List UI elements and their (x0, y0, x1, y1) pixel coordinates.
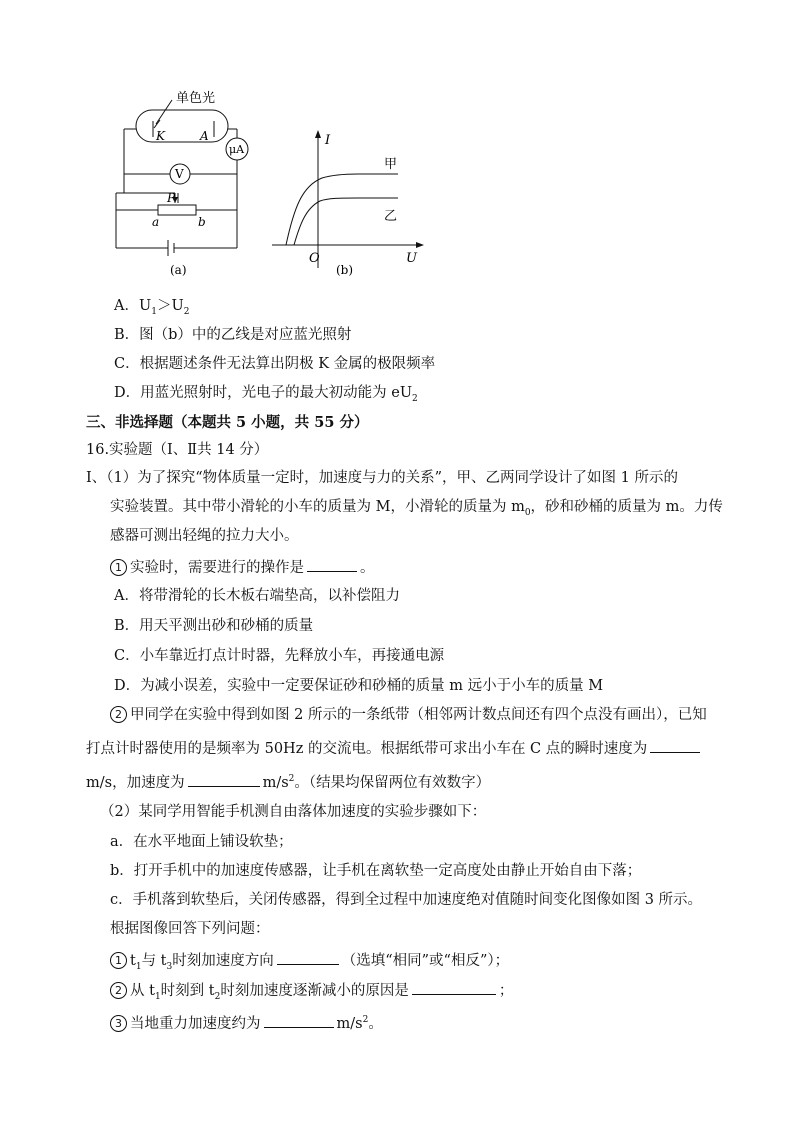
answer-blank[interactable] (264, 1013, 334, 1028)
circled-number: 2 (110, 706, 127, 723)
answer-intro: 根据图像回答下列问题： (110, 921, 270, 937)
q16-sub2-line3: m/s，加速度为 $m/s^2$。（结果均保留两位有效数字） (86, 770, 490, 792)
answer-blank[interactable] (188, 772, 260, 787)
figure-b-iu-graph (262, 128, 432, 280)
end-a-label: a (152, 215, 160, 229)
q16-sub1: 1 实验时，需要进行的操作是 。 (110, 557, 375, 577)
rheostat (158, 205, 196, 215)
q16-sub2-line1: 2 甲同学在实验中得到如图 2 所示的一条纸带（相邻两计数点间还有四个点没有画出），已知 (110, 706, 707, 724)
answer-blank[interactable] (277, 950, 339, 965)
section-heading: 三、非选择题（本题共 5 小题，共 55 分） (86, 414, 369, 431)
choice-a: A．$U_1>U_2$ (114, 298, 190, 317)
choice-b: B．图（b）中的乙线是对应蓝光照射 (114, 327, 352, 343)
microammeter-label: μA (229, 143, 245, 156)
step-c: c．手机落到软垫后，关闭传感器，得到全过程中加速度绝对值随时间变化图像如图 3 所示。 (110, 892, 703, 908)
choice-d: D．用蓝光照射时，光电子的最大初动能为 $eU_2$ (114, 385, 418, 404)
q16-p1-line2: 实验装置。其中带小滑轮的小车的质量为 M，小滑轮的质量为 $m_0$，砂和砂桶的质量为 m。力传 (110, 499, 723, 518)
curve-yi (294, 198, 398, 245)
slider-label: P (167, 191, 176, 205)
light-label: 单色光 (176, 91, 216, 106)
jia-label: 甲 (384, 157, 398, 172)
yi-label: 乙 (384, 209, 398, 224)
end-b-label: b (198, 215, 206, 229)
q16-part2-sub2: 2 从 $t_1$时刻到 $t_2$时刻加速度逐渐减小的原因是 ； (110, 980, 513, 1006)
q16-part2-sub3: 3 当地重力加速度约为 $m/s^2$。 (110, 1011, 383, 1033)
anode-label: A (200, 129, 209, 143)
q16-part2-title: （2）某同学用智能手机测自由落体加速度的实验步骤如下： (100, 804, 487, 820)
caption-a: (a) (170, 263, 187, 277)
caption-b: (b) (336, 263, 354, 277)
q16-sub2-line2: 打点计时器使用的是频率为 50Hz 的交流电。根据纸带可求出小车在 C 点的瞬时速度为 (86, 738, 703, 758)
circled-number: 2 (110, 982, 127, 999)
q16-p1-line3: 感器可测出轻绳的拉力大小。 (110, 528, 299, 544)
answer-blank[interactable] (307, 557, 357, 572)
curve-jia (286, 174, 398, 245)
step-b: b．打开手机中的加速度传感器，让手机在离软垫一定高度处由静止开始自由下落； (110, 863, 642, 879)
step-a: a．在水平地面上铺设软垫； (110, 834, 293, 850)
circled-number: 1 (110, 559, 127, 576)
circled-number: 3 (110, 1015, 127, 1032)
cathode-label: K (156, 129, 165, 143)
q16-part2-sub1: 1 $t_1$与 $t_3$时刻加速度方向 （选填“相同”或“相反”）； (110, 950, 509, 976)
x-axis-label: U (406, 251, 417, 266)
answer-blank[interactable] (412, 980, 496, 995)
option-c: C．小车靠近打点计时器，先释放小车，再接通电源 (114, 648, 445, 664)
circled-number: 1 (110, 952, 127, 969)
option-d: D．为减小误差，实验中一定要保证砂和砂桶的质量 m 远小于小车的质量 M (114, 678, 604, 694)
voltmeter-label: V (175, 167, 184, 181)
option-b: B．用天平测出砂和砂桶的质量 (114, 618, 314, 634)
answer-blank[interactable] (650, 738, 700, 753)
option-a: A．将带滑轮的长木板右端垫高，以补偿阻力 (114, 588, 400, 604)
figure-a-circuit (100, 88, 260, 280)
y-axis-label: I (325, 133, 331, 148)
q16-title: 16.实验题（Ⅰ、Ⅱ共 14 分） (86, 442, 269, 458)
q16-p1-line1: Ⅰ、（1）为了探究“物体质量一定时，加速度与力的关系”，甲、乙两同学设计了如图 1 所示的 (86, 470, 678, 486)
origin-label: O (309, 251, 320, 266)
choice-c: C．根据题述条件无法算出阴极 K 金属的极限频率 (114, 356, 436, 372)
